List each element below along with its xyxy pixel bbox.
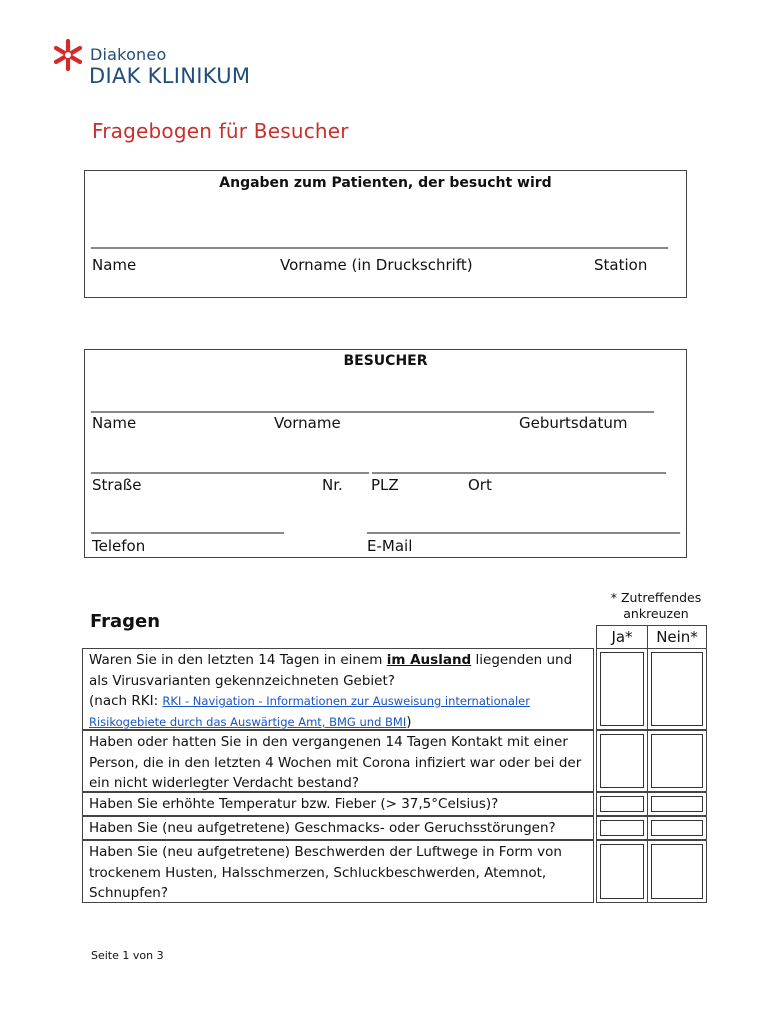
patient-firstname-line[interactable]: ______________________________________________________ xyxy=(281,233,605,249)
question-1 xyxy=(82,648,594,730)
visitor-birthdate-label: Geburtsdatum xyxy=(519,414,628,432)
rki-risk-areas-link[interactable]: RKI - Navigation - Informationen zur Ausweisung internationaler Risikogebiete durch das Auswärtige Amt, BMG und BMI xyxy=(89,694,530,729)
question-2-no-cell xyxy=(647,730,707,792)
question-1-ref-open: (nach RKI: xyxy=(89,693,163,709)
brand-name: Diakoneo xyxy=(90,45,167,64)
visitor-name-line[interactable]: ______________________________ xyxy=(91,397,271,413)
question-5-yes-checkbox[interactable] xyxy=(600,844,644,899)
question-3 xyxy=(82,792,594,816)
question-3-yes-checkbox[interactable] xyxy=(600,796,644,812)
question-2-yes-cell xyxy=(596,730,648,792)
visitor-city-label: Ort xyxy=(468,476,492,494)
question-4-yes-cell xyxy=(596,816,648,840)
visitor-info-box xyxy=(84,349,687,558)
question-4-no-cell xyxy=(647,816,707,840)
visitor-email-label: E-Mail xyxy=(367,537,413,555)
visitor-name-label: Name xyxy=(92,414,137,432)
patient-station-label: Station xyxy=(594,256,648,274)
page-title: Fragebogen für Besucher xyxy=(92,119,349,143)
visitor-city-line[interactable]: _________________________________ xyxy=(467,458,665,474)
column-yes-header: Ja* xyxy=(596,625,648,649)
patient-station-line[interactable]: ____________ xyxy=(595,233,667,249)
tick-hint: * Zutreffendes ankreuzen xyxy=(610,590,702,621)
question-4-text: Haben Sie (neu aufgetretene) Geschmacks- oder Geruchsstörungen? xyxy=(89,820,556,836)
visitor-phone-line[interactable]: ________________________________ xyxy=(91,518,283,534)
question-2 xyxy=(82,730,594,792)
visitor-street-label: Straße xyxy=(92,476,142,494)
visitor-houseno-label: Nr. xyxy=(322,476,343,494)
question-4-yes-checkbox[interactable] xyxy=(600,820,644,836)
question-3-yes-cell xyxy=(596,792,648,816)
question-1-text: Waren Sie in den letzten 14 Tagen in einem xyxy=(89,652,387,668)
question-5-no-checkbox[interactable] xyxy=(651,844,703,899)
visitor-houseno-line[interactable]: ________ xyxy=(320,458,368,474)
question-1-text-end: liegenden und als Virusvarianten gekennzeichneten Gebiet? xyxy=(89,652,573,689)
visitor-firstname-label: Vorname xyxy=(274,414,341,432)
page-number: Seite 1 von 3 xyxy=(91,949,164,962)
question-2-yes-checkbox[interactable] xyxy=(600,734,644,788)
question-5 xyxy=(82,840,594,903)
visitor-firstname-line[interactable]: __________________________________________ xyxy=(271,397,523,413)
question-2-no-checkbox[interactable] xyxy=(651,734,703,788)
question-3-no-checkbox[interactable] xyxy=(651,796,703,812)
visitor-email-line[interactable]: ____________________________________________________ xyxy=(367,518,679,534)
question-4 xyxy=(82,816,594,840)
question-1-ref-close: ) xyxy=(406,713,412,730)
patient-firstname-label: Vorname (in Druckschrift) xyxy=(280,256,473,274)
question-1-yes-checkbox[interactable] xyxy=(600,652,644,726)
clinic-name: DIAK KLINIKUM xyxy=(89,64,251,88)
patient-name-label: Name xyxy=(92,256,137,274)
patient-box-heading: Angaben zum Patienten, der besucht wird xyxy=(219,175,552,191)
patient-info-box xyxy=(84,170,687,298)
visitor-box-heading: BESUCHER xyxy=(343,353,428,369)
column-no-header: Nein* xyxy=(647,625,707,649)
question-1-no-checkbox[interactable] xyxy=(651,652,703,726)
visitor-zip-label: PLZ xyxy=(371,476,399,494)
question-1-emphasis: im Ausland xyxy=(386,652,472,668)
visitor-birthdate-line[interactable]: ______________________ xyxy=(521,397,653,413)
question-1-yes-cell xyxy=(596,648,648,730)
diakoneo-logo-icon xyxy=(52,38,84,72)
patient-name-line[interactable]: ________________________________ xyxy=(91,233,283,249)
question-5-yes-cell xyxy=(596,840,648,903)
visitor-phone-label: Telefon xyxy=(92,537,146,555)
visitor-zip-line[interactable]: ________________ xyxy=(372,458,468,474)
question-5-text: Haben Sie (neu aufgetretene) Beschwerden der Luftwege in Form von trockenem Husten, Halsschmerzen, Schluckbeschwerden, Atemnot, Schnupfen? xyxy=(89,844,562,901)
question-3-text: Haben Sie erhöhte Temperatur bzw. Fieber (> 37,5°Celsius)? xyxy=(89,796,499,812)
questions-heading: Fragen xyxy=(90,611,161,632)
question-2-text: Haben oder hatten Sie in den vergangenen 14 Tagen Kontakt mit einer Person, die in den letzten 4 Wochen mit Corona infiziert war oder bei der ein nicht widerlegter Verdacht bestand? xyxy=(89,734,582,791)
question-4-no-checkbox[interactable] xyxy=(651,820,703,836)
question-1-no-cell xyxy=(647,648,707,730)
question-5-no-cell xyxy=(647,840,707,903)
question-3-no-cell xyxy=(647,792,707,816)
visitor-street-line[interactable]: ________________________________________ xyxy=(91,458,331,474)
